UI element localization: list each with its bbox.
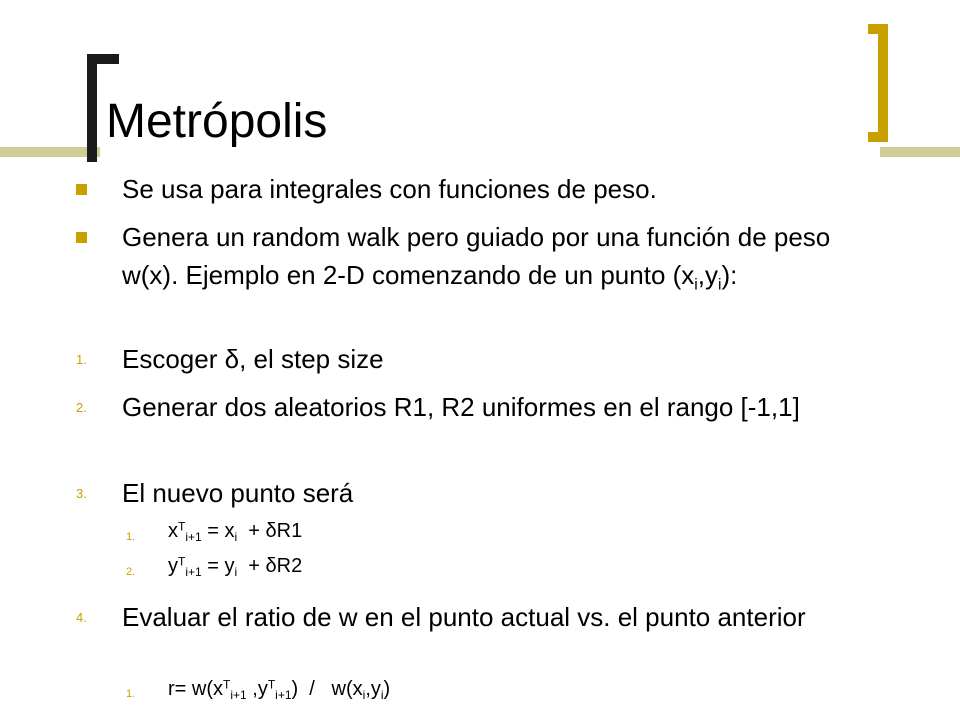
formula-ratio: $r= w(x^T_{i+1}$ $,y^T_{i+1}) / w(x_i,y_i)$ <box>168 677 391 703</box>
list-number-3: 3. <box>76 486 87 501</box>
step-2-text: Generar dos aleatorios R1, R2 uniformes en el rango [-1,1] <box>122 392 800 422</box>
sub-number-2: 2. <box>126 566 136 578</box>
formula-x-update: $x^T_{i+1} = x_i + \delta R1$ <box>168 519 303 545</box>
bullet-1-text: Se usa para integrales con funciones de peso. <box>122 174 657 204</box>
step-4-text: Evaluar el ratio de w en el punto actual vs. el punto anterior <box>122 602 806 632</box>
list-number-1: 1. <box>76 352 87 367</box>
decorative-bar-left <box>0 147 100 157</box>
right-bracket-vertical <box>878 24 888 142</box>
right-bracket-bottom <box>868 132 888 142</box>
left-bracket-vertical <box>87 54 97 162</box>
right-bracket-top <box>868 24 888 34</box>
decorative-bar-right <box>880 147 960 157</box>
step-3-text: El nuevo punto será <box>122 478 354 508</box>
bullet-2-text: Genera un random walk pero guiado por una función de peso w(x). Ejemplo en 2-D comenzando de un punto $(x_i,y_i)$: <box>122 222 831 294</box>
list-number-4: 4. <box>76 610 87 625</box>
sub-number-3: 1. <box>126 688 136 700</box>
formula-y-update: $y^T_{i+1} = y_i + \delta R2$ <box>168 554 303 580</box>
bullet-square-icon <box>76 184 87 195</box>
bullet-square-icon <box>76 232 87 243</box>
sub-number-1: 1. <box>126 531 136 543</box>
slide-title: Metrópolis <box>106 95 328 148</box>
left-bracket-top <box>87 54 119 64</box>
list-number-2: 2. <box>76 400 87 415</box>
step-1-text: Escoger δ, el step size <box>122 344 384 374</box>
